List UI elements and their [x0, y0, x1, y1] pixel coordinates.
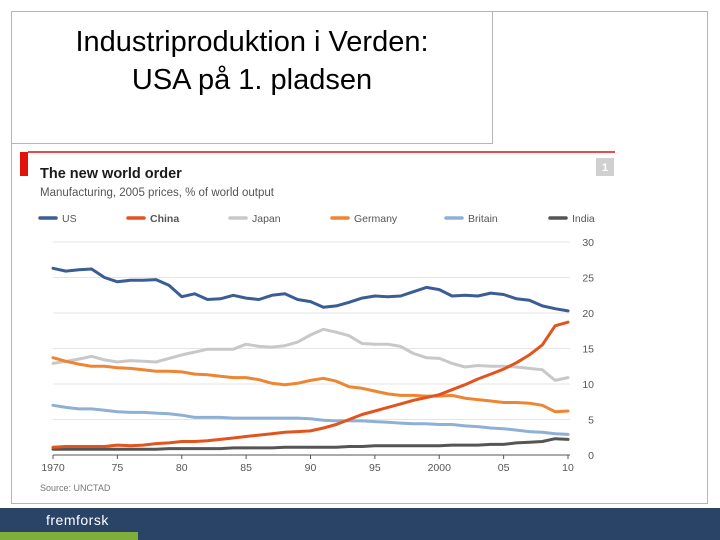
- y-tick-label: 10: [582, 379, 594, 391]
- x-tick-label: 1970: [41, 462, 65, 474]
- slide-title-line-1: Industriproduktion i Verden:: [75, 26, 429, 58]
- legend-label-china: China: [150, 213, 180, 225]
- x-tick-label: 80: [175, 462, 188, 474]
- chart: [18, 150, 618, 500]
- y-tick-label: 5: [588, 414, 594, 427]
- x-tick-label: 95: [369, 462, 381, 474]
- x-tick-label: 75: [111, 462, 124, 474]
- slide-title-line-2: USA på 1. pladsen: [131, 64, 373, 96]
- slide-title: [11, 23, 493, 99]
- y-tick-label: 15: [582, 343, 594, 356]
- legend-label-germany: Germany: [354, 213, 398, 225]
- y-tick-label: 20: [582, 308, 594, 320]
- x-tick-label: 2000: [427, 462, 451, 474]
- y-tick-label: 25: [582, 272, 594, 285]
- footer-accent: [0, 532, 138, 540]
- chart-accent-bar: [20, 152, 28, 176]
- x-tick-label: 85: [240, 462, 252, 474]
- x-tick-label: 10: [562, 462, 574, 474]
- chart-number-badge-label: 1: [601, 162, 609, 174]
- chart-title: The new world order: [40, 166, 182, 182]
- y-tick-label: 0: [588, 450, 594, 462]
- brand-logo: fremforsk: [46, 512, 109, 528]
- y-tick-label: 30: [582, 237, 594, 249]
- legend-label-britain: Britain: [468, 213, 498, 225]
- chart-source: Source: UNCTAD: [40, 483, 111, 493]
- legend-label-india: India: [572, 213, 595, 225]
- legend-label-us: US: [62, 213, 77, 225]
- title-box: [11, 11, 493, 144]
- chart-subtitle: Manufacturing, 2005 prices, % of world output: [40, 187, 274, 199]
- x-tick-label: 05: [497, 462, 510, 474]
- x-tick-label: 90: [304, 462, 317, 474]
- legend-label-japan: Japan: [252, 213, 281, 225]
